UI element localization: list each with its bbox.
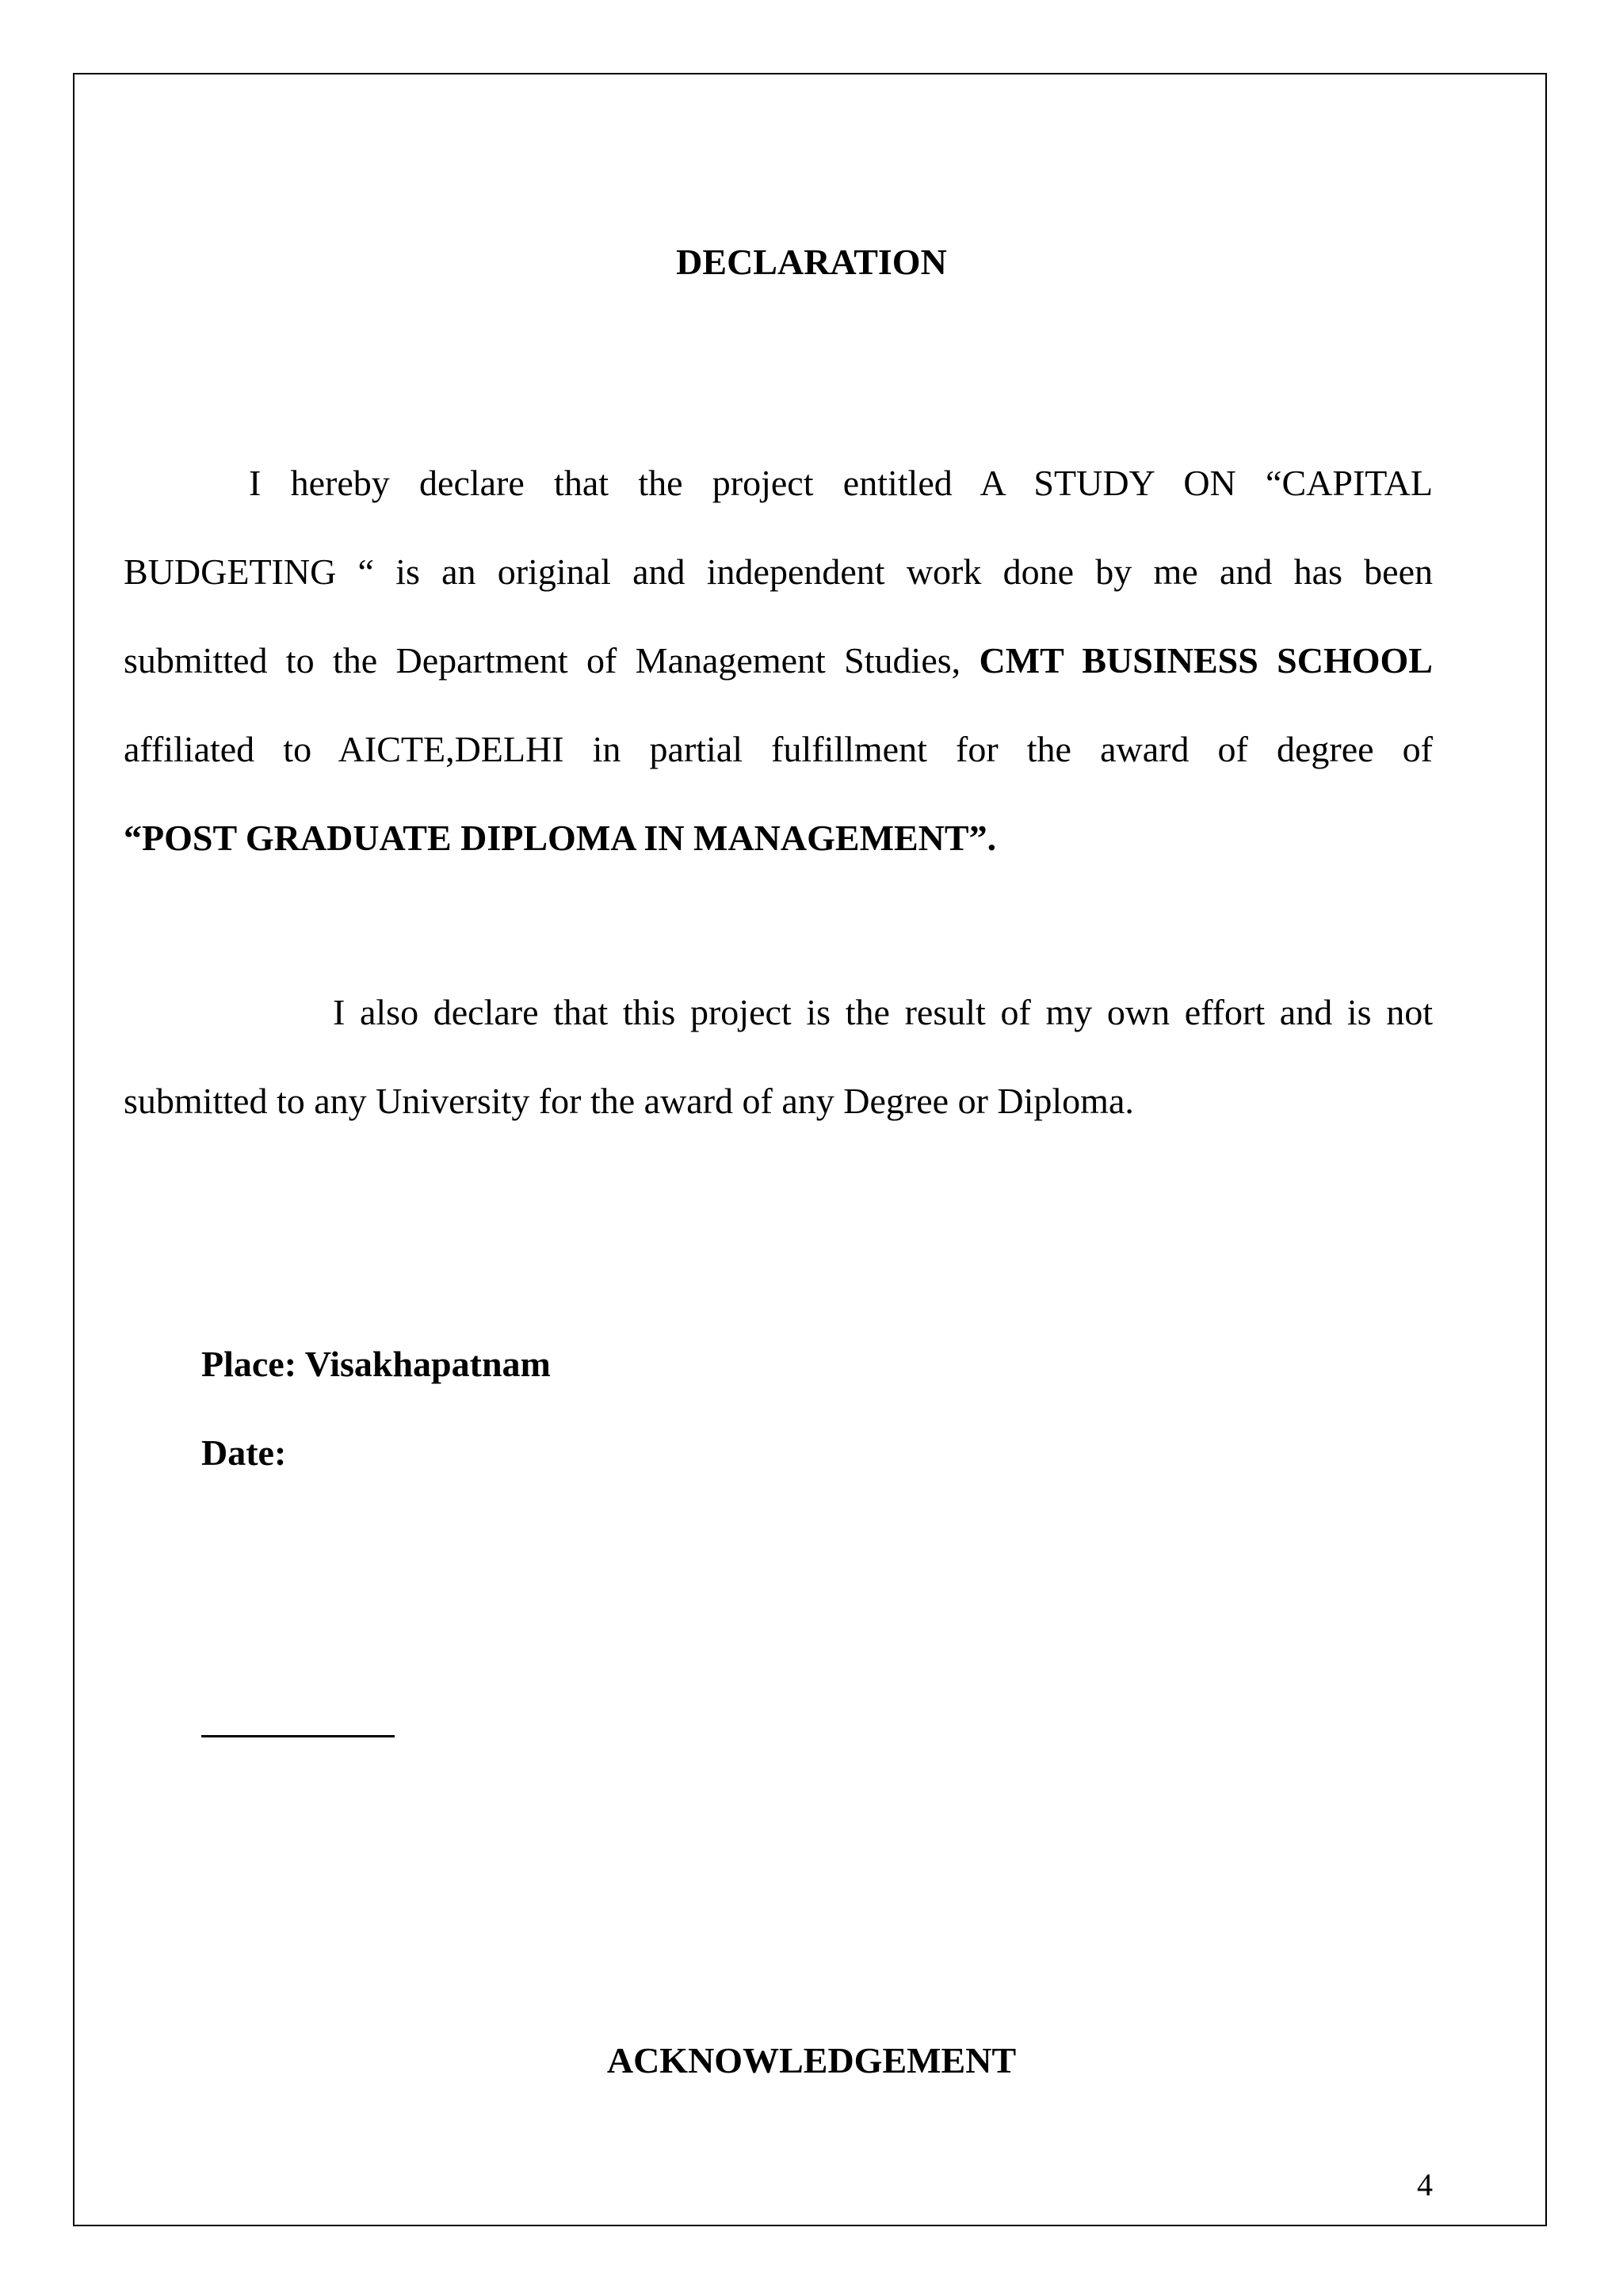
- declaration-heading: DECLARATION: [676, 242, 947, 282]
- paragraph-1-line-2: BUDGETING “ is an original and independent work done by me and has been: [124, 551, 1433, 592]
- degree-name: “POST GRADUATE DIPLOMA IN MANAGEMENT”.: [124, 818, 997, 858]
- date-label: Date:: [201, 1432, 287, 1473]
- page-border: [73, 73, 1547, 2226]
- paragraph-1-line-1: I hereby declare that the project entitled A STUDY ON “CAPITAL: [249, 463, 1433, 503]
- page-number: 4: [1417, 2167, 1433, 2203]
- paragraph-1-line-3-text: submitted to the Department of Management Studies,: [124, 640, 980, 681]
- acknowledgement-heading: ACKNOWLEDGEMENT: [606, 2040, 1017, 2081]
- paragraph-2-line-1: I also declare that this project is the result of my own effort and is not: [333, 992, 1433, 1032]
- school-name: CMT BUSINESS SCHOOL: [979, 640, 1433, 681]
- paragraph-1-line-4: affiliated to AICTE,DELHI in partial fulfillment for the award of degree of: [124, 729, 1433, 769]
- paragraph-2-line-2: submitted to any University for the award of any Degree or Diploma.: [124, 1081, 1134, 1121]
- signature-line: [201, 1735, 395, 1737]
- paragraph-1-line-3: [124, 639, 1433, 683]
- place-label: Place: Visakhapatnam: [201, 1344, 551, 1384]
